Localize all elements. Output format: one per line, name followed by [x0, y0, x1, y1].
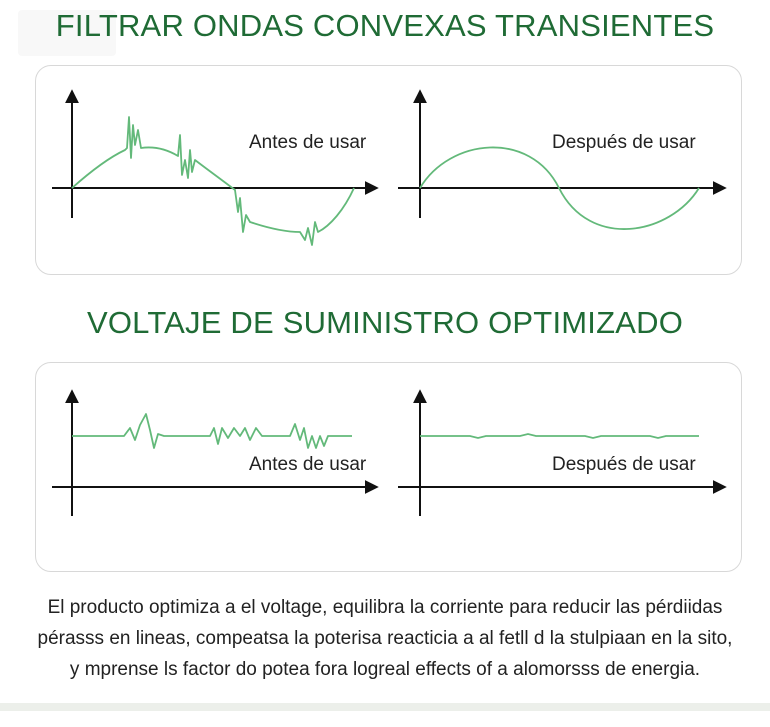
voltage-after-chart	[398, 392, 724, 516]
stable-voltage-line	[420, 434, 699, 438]
before-label: Antes de usar	[249, 454, 367, 475]
before-label: Antes de usar	[249, 132, 367, 153]
after-label: Después de usar	[552, 132, 696, 153]
section-title-transients: FILTRAR ONDAS CONVEXAS TRANSIENTES	[55, 8, 715, 43]
transient-before-chart	[52, 92, 376, 245]
description-line-2: pérasss en lineas, compeatsa la poterisa reacticia a al fetll d la stulpiaan en la sito,	[37, 628, 733, 649]
noisy-voltage-line	[72, 414, 352, 448]
voltage-before-chart	[52, 392, 376, 516]
after-label: Después de usar	[552, 454, 696, 475]
description-line-3: y mprense ls factor do potea fora logreal effects of a alomorsss de energia.	[69, 659, 701, 680]
description-line-1: El producto optimiza a el voltage, equilibra la corriente para reducir las pérdiidas	[47, 597, 723, 618]
footer-divider	[0, 703, 770, 711]
transient-after-chart	[398, 92, 724, 229]
section-title-voltage: VOLTAJE DE SUMINISTRO OPTIMIZADO	[86, 305, 684, 340]
